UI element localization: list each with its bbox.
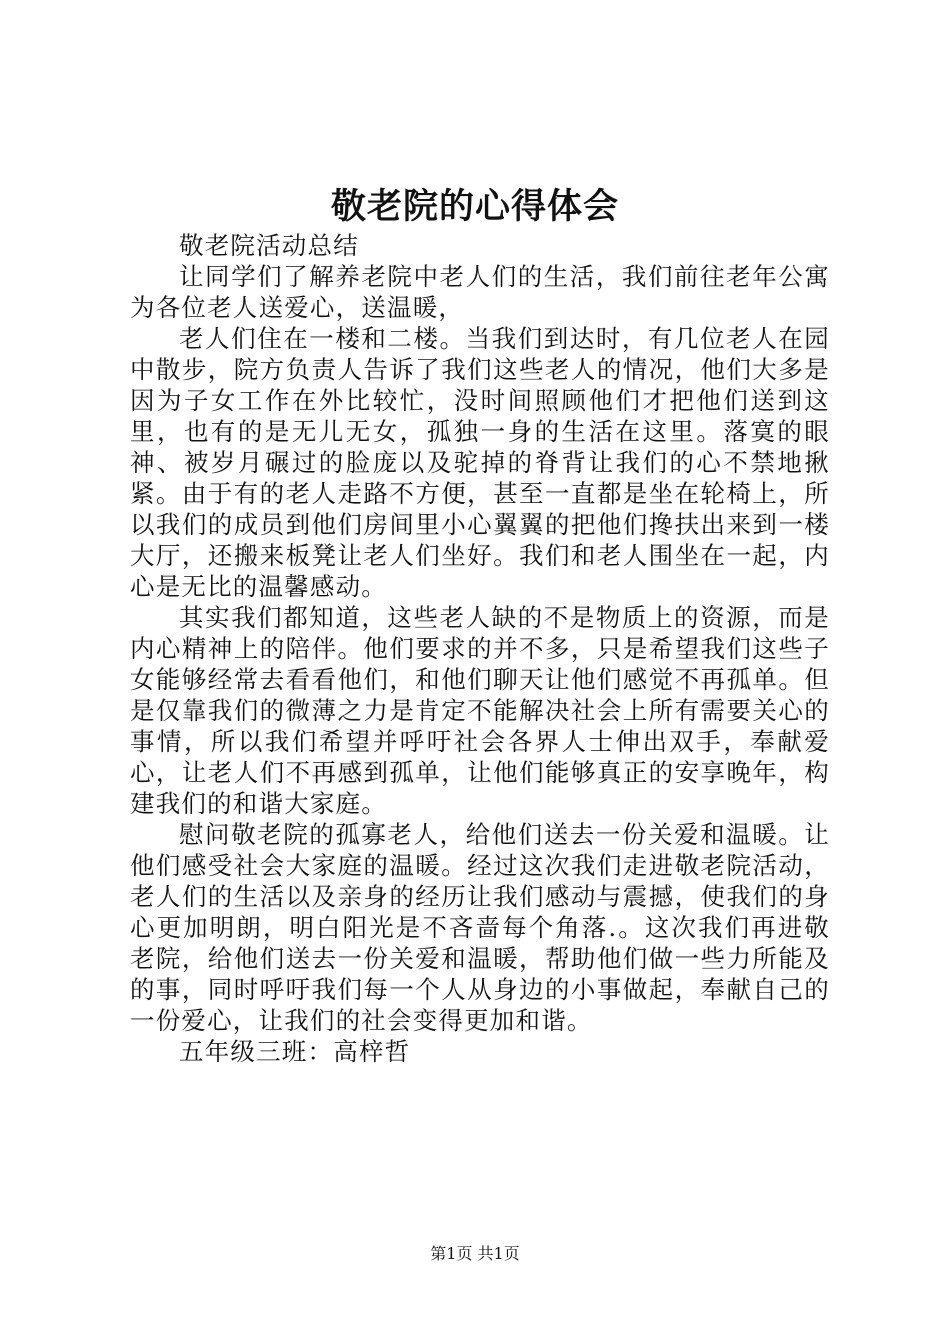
document-body [130,230,830,1067]
paragraph-heading: 敬老院活动总结 [179,231,359,260]
document-title: 敬老院的心得体会 [330,186,619,227]
page-number-footer: 第1页 共1页 [430,1244,520,1263]
paragraph-conclusion: 慰问敬老院的孤寡老人，给他们送去一份关爱和温暖。让他们感受社会大家庭的温暖。经过这次我们走进敬老院活动，老人们的生活以及亲身的经历让我们感动与震撼，使我们的身心更加明朗，明白阳光是不吝啬每个角落.。这次我们再进敬老院，给他们送去一份关爱和温暖，帮助他们做一些力所能及的事，同时呼吁我们每一个人从身边的小事做起，奉献自己的一份爱心，让我们的社会变得更加和谐。 [130,820,830,1035]
paragraph-visit: 老人们住在一楼和二楼。当我们到达时，有几位老人在园中散步，院方负责人告诉了我们这些老人的情况，他们大多是因为子女工作在外比较忙，没时间照顾他们才把他们送到这里，也有的是无儿无女，孤独一身的生活在这里。落寞的眼神、被岁月碾过的脸庞以及驼掉的脊背让我们的心不禁地揪紧。由于有的老人走路不方便，甚至一直都是坐在轮椅上，所以我们的成员到他们房间里小心翼翼的把他们搀扶出来到一楼大厅，还搬来板凳让老人们坐好。我们和老人围坐在一起，内心是无比的温馨感动。 [130,324,830,601]
paragraph-reflection: 其实我们都知道，这些老人缺的不是物质上的资源，而是内心精神上的陪伴。他们要求的并不多，只是希望我们这些子女能够经常去看看他们，和他们聊天让他们感觉不再孤单。但是仅靠我们的微薄之力是肯定不能解决社会上所有需要关心的事情，所以我们希望并呼吁社会各界人士伸出双手，奉献爱心，让老人们不再感到孤单，让他们能够真正的安享晚年，构建我们的和谐大家庭。 [130,603,830,818]
paragraph-intro: 让同学们了解养老院中老人们的生活，我们前往老年公寓为各位老人送爱心，送温暖， [130,262,830,322]
paragraph-signature: 五年级三班：高梓哲 [179,1037,411,1066]
